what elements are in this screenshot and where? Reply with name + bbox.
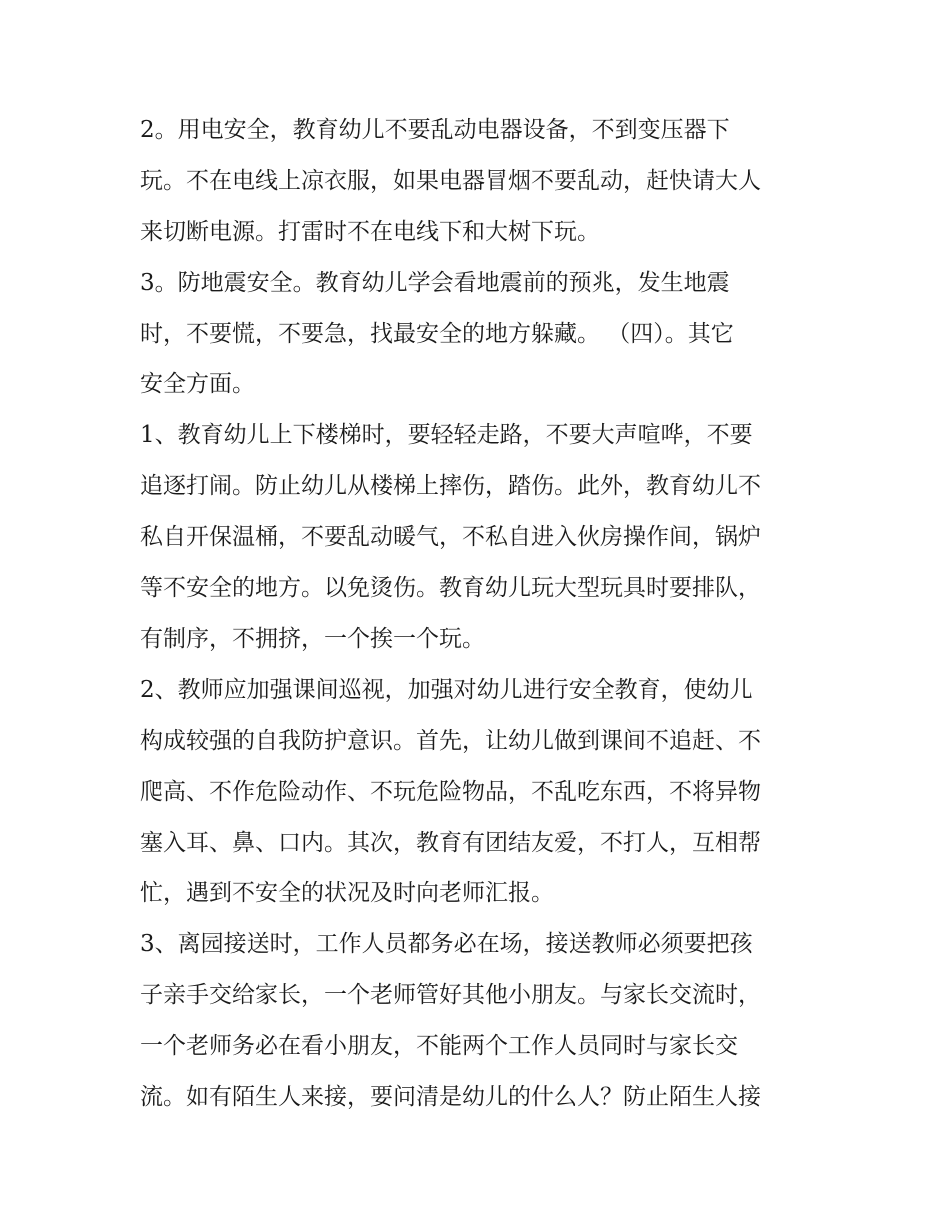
text-line: 流。如有陌生人来接，要问清是幼儿的什么人？防止陌生人接 [140,1084,761,1110]
text-line: 2。用电安全，教育幼儿不要乱动电器设备，不到变压器下 [140,117,730,143]
text-line: 等不安全的地方。以免烫伤。教育幼儿玩大型玩具时要排队， [140,575,761,601]
text-line: 来切断电源。打雷时不在电线下和大树下玩。 [140,219,600,245]
text-line: 爬高、不作危险动作、不玩危险物品，不乱吃东西，不将异物 [140,779,761,805]
text-line: 1、教育幼儿上下楼梯时，要轻轻走路，不要大声喧哗，不要 [140,422,753,448]
text-line: 构成较强的自我防护意识。首先，让幼儿做到课间不追赶、不 [140,728,761,754]
text-line: 3、离园接送时，工作人员都务必在场，接送教师必须要把孩 [140,931,753,957]
text-line: 安全方面。 [140,371,255,397]
text-line: 玩。不在电线上凉衣服，如果电器冒烟不要乱动，赶快请大人 [140,168,761,194]
text-line: 追逐打闹。防止幼儿从楼梯上摔伤，踏伤。此外，教育幼儿不 [140,473,761,499]
text-line: 塞入耳、鼻、口内。其次，教育有团结友爱，不打人，互相帮 [140,830,761,856]
text-line: 子亲手交给家长，一个老师管好其他小朋友。与家长交流时， [140,982,761,1008]
text-line: 时，不要慌，不要急，找最安全的地方躲藏。 （四）。其它 [140,321,734,347]
text-line: 2、教师应加强课间巡视，加强对幼儿进行安全教育，使幼儿 [140,677,753,703]
text-line: 有制序，不拥挤，一个挨一个玩。 [140,626,485,652]
text-line: 私自开保温桶，不要乱动暖气，不私自进入伙房操作间，锅炉 [140,524,761,550]
text-line: 忙，遇到不安全的状况及时向老师汇报。 [140,880,554,906]
text-line: 一个老师务必在看小朋友，不能两个工作人员同时与家长交 [140,1033,738,1059]
text-line: 3。防地震安全。教育幼儿学会看地震前的预兆，发生地震 [140,270,730,296]
